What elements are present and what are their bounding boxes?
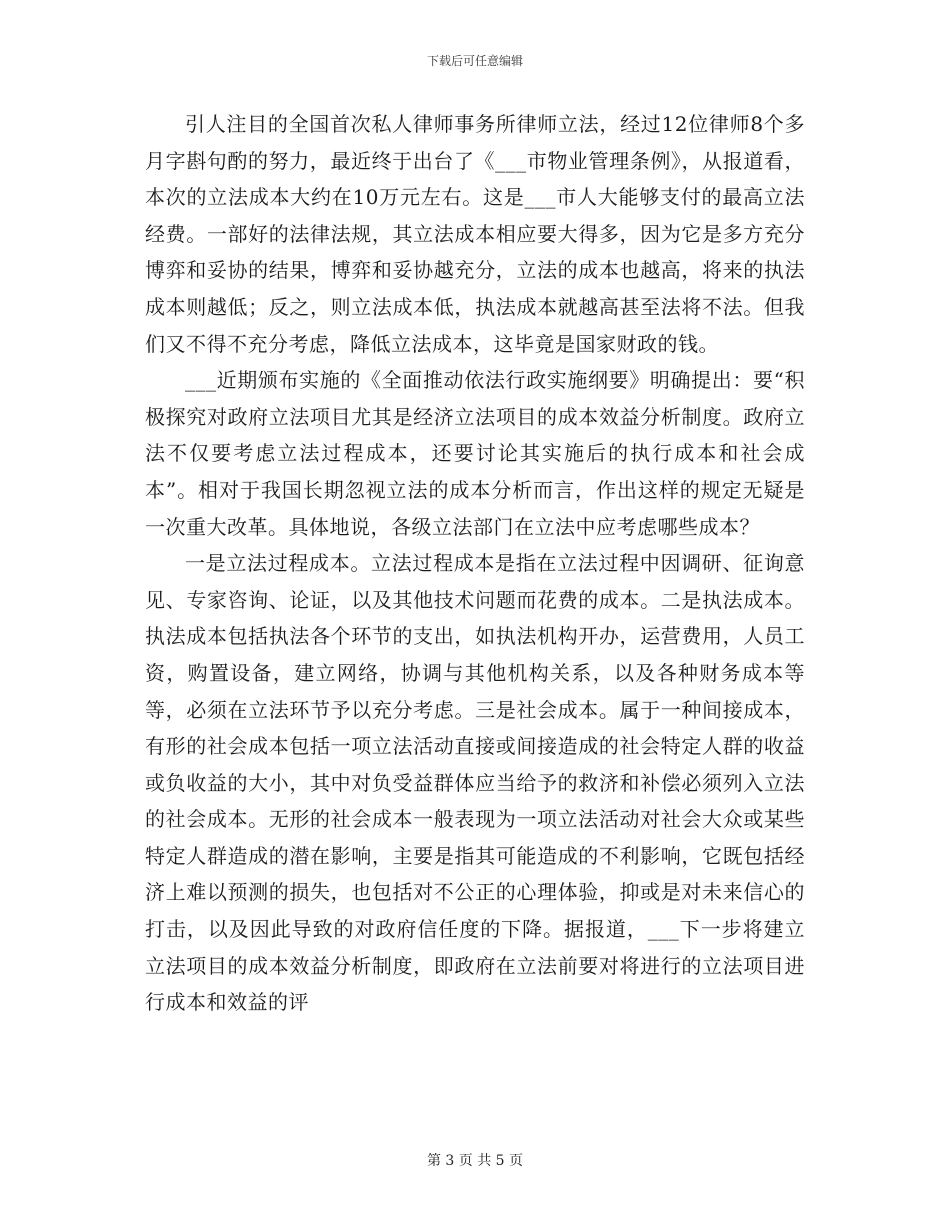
page-header-note: 下载后可任意编辑 [426,54,523,68]
paragraph-2: ___近期颁布实施的《全面推动依法行政实施纲要》明确提出：要“积极探究对政府立法项目尤其是经济立法项目的成本效益分析制度。政府立法不仅要考虑立法过程成本，还要讨论其实施后的执行成本和社会成本”。相对于我国长期忽视立法的成本分析而言，作出这样的规定无疑是一次重大改革。具体地说，各级立法部门在立法中应考虑哪些成本？ [145,368,805,539]
document-body [145,106,805,1021]
page-number-footer: 第 3 页 共 5 页 [426,1153,524,1169]
paragraph-1: 引人注目的全国首次私人律师事务所律师立法，经过12位律师8个多月字斟句酌的努力，最近终于出台了《___市物业管理条例》，从报道看，本次的立法成本大约在10万元左右。这是___市人大能够支付的最高立法经费。一部好的法律法规，其立法成本相应要大得多，因为它是多方充分博弈和妥协的结果，博弈和妥协越充分，立法的成本也越高，将来的执法成本则越低；反之，则立法成本低，执法成本就越高甚至法将不法。但我们又不得不充分考虑，降低立法成本，这毕竟是国家财政的钱。 [145,112,805,356]
paragraph-3: 一是立法过程成本。立法过程成本是指在立法过程中因调研、征询意见、专家咨询、论证，以及其他技术问题而花费的成本。二是执法成本。执法成本包括执法各个环节的支出，如执法机构开办，运营费用，人员工资，购置设备，建立网络，协调与其他机构关系，以及各种财务成本等等，必须在立法环节予以充分考虑。三是社会成本。属于一种间接成本，有形的社会成本包括一项立法活动直接或间接造成的社会特定人群的收益或负收益的大小，其中对负受益群体应当给予的救济和补偿必须列入立法的社会成本。无形的社会成本一般表现为一项立法活动对社会大众或某些特定人群造成的潜在影响，主要是指其可能造成的不利影响，它既包括经济上难以预测的损失，也包括对不公正的心理体验，抑或是对未来信心的打击，以及因此导致的对政府信任度的下降。据报道，___下一步将建立立法项目的成本效益分析制度，即政府在立法前要对将进行的立法项目进行成本和效益的评 [145,551,805,1015]
